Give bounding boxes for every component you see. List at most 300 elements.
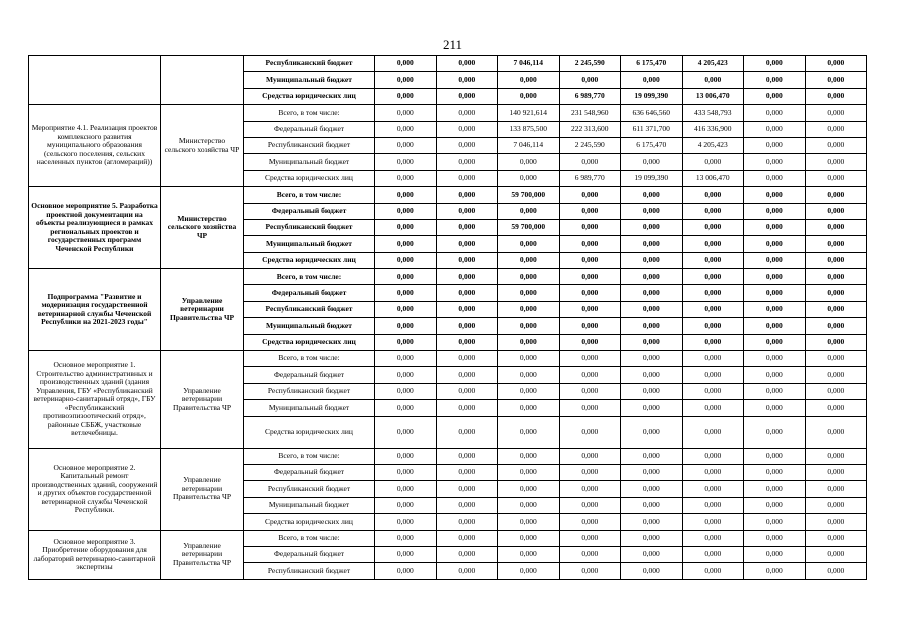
amount-cell: 0,000 (375, 514, 437, 530)
amount-cell: 0,000 (375, 121, 437, 137)
amount-cell: 0,000 (375, 416, 437, 448)
amount-cell: 0,000 (621, 546, 683, 562)
amount-cell: 0,000 (682, 497, 744, 513)
amount-cell: 0,000 (559, 203, 621, 219)
amount-cell: 0,000 (436, 285, 498, 301)
amount-cell: 0,000 (744, 252, 806, 268)
amount-cell: 0,000 (621, 72, 683, 88)
amount-cell: 0,000 (436, 219, 498, 235)
amount-cell: 0,000 (436, 105, 498, 121)
executor-cell: Управление ветеринарии Правительства ЧР (161, 530, 244, 579)
amount-cell: 140 921,614 (498, 105, 560, 121)
amount-cell: 0,000 (375, 448, 437, 464)
amount-cell: 0,000 (375, 170, 437, 186)
executor-cell (161, 56, 244, 105)
amount-cell: 0,000 (559, 514, 621, 530)
amount-cell: 0,000 (805, 187, 867, 203)
amount-cell: 0,000 (682, 464, 744, 480)
table-row (29, 269, 867, 285)
amount-cell: 0,000 (498, 530, 560, 546)
amount-cell: 0,000 (375, 481, 437, 497)
budget-table-body (29, 56, 867, 580)
amount-cell: 0,000 (436, 56, 498, 72)
amount-cell: 0,000 (744, 269, 806, 285)
amount-cell: 0,000 (805, 154, 867, 170)
amount-cell: 0,000 (559, 301, 621, 317)
amount-cell: 0,000 (375, 203, 437, 219)
funding-source-cell: Республиканский бюджет (244, 137, 375, 153)
amount-cell: 0,000 (375, 563, 437, 579)
amount-cell: 0,000 (436, 563, 498, 579)
amount-cell: 0,000 (498, 351, 560, 367)
amount-cell: 0,000 (682, 481, 744, 497)
amount-cell: 0,000 (375, 105, 437, 121)
amount-cell: 0,000 (498, 464, 560, 480)
amount-cell: 0,000 (621, 416, 683, 448)
amount-cell: 0,000 (744, 72, 806, 88)
measure-name-cell: Основное мероприятие 3. Приобретение оборудования для лабораторий ветеринарно-санитарной экспертизы (29, 530, 161, 579)
amount-cell: 0,000 (621, 252, 683, 268)
budget-table (28, 55, 867, 580)
measure-name-cell (29, 56, 161, 105)
amount-cell: 0,000 (559, 187, 621, 203)
amount-cell: 0,000 (559, 546, 621, 562)
amount-cell: 0,000 (498, 285, 560, 301)
amount-cell: 0,000 (436, 416, 498, 448)
amount-cell: 0,000 (744, 219, 806, 235)
amount-cell: 0,000 (436, 137, 498, 153)
amount-cell: 0,000 (682, 563, 744, 579)
amount-cell: 0,000 (498, 400, 560, 416)
amount-cell: 0,000 (682, 334, 744, 350)
funding-source-cell: Республиканский бюджет (244, 56, 375, 72)
amount-cell: 0,000 (805, 285, 867, 301)
amount-cell: 0,000 (682, 301, 744, 317)
amount-cell: 0,000 (436, 546, 498, 562)
amount-cell: 0,000 (805, 105, 867, 121)
amount-cell: 0,000 (805, 514, 867, 530)
funding-source-cell: Муниципальный бюджет (244, 72, 375, 88)
amount-cell: 0,000 (498, 203, 560, 219)
funding-source-cell: Средства юридических лиц (244, 170, 375, 186)
funding-source-cell: Муниципальный бюджет (244, 318, 375, 334)
amount-cell: 0,000 (436, 400, 498, 416)
amount-cell: 0,000 (805, 400, 867, 416)
executor-cell: Управление ветеринарии Правительства ЧР (161, 269, 244, 351)
amount-cell: 0,000 (744, 416, 806, 448)
amount-cell: 0,000 (436, 301, 498, 317)
amount-cell: 0,000 (559, 563, 621, 579)
amount-cell: 0,000 (805, 546, 867, 562)
amount-cell: 0,000 (559, 269, 621, 285)
amount-cell: 0,000 (375, 154, 437, 170)
amount-cell: 0,000 (621, 497, 683, 513)
table-row (29, 351, 867, 367)
amount-cell: 0,000 (559, 497, 621, 513)
amount-cell: 0,000 (559, 285, 621, 301)
amount-cell: 0,000 (621, 481, 683, 497)
amount-cell: 0,000 (621, 351, 683, 367)
amount-cell: 0,000 (744, 334, 806, 350)
amount-cell: 0,000 (436, 121, 498, 137)
amount-cell: 0,000 (621, 301, 683, 317)
amount-cell: 0,000 (805, 252, 867, 268)
amount-cell: 0,000 (621, 563, 683, 579)
amount-cell: 0,000 (805, 351, 867, 367)
amount-cell: 0,000 (436, 334, 498, 350)
amount-cell: 0,000 (375, 530, 437, 546)
amount-cell: 0,000 (436, 383, 498, 399)
amount-cell: 0,000 (498, 301, 560, 317)
table-row (29, 448, 867, 464)
amount-cell: 0,000 (436, 187, 498, 203)
amount-cell: 0,000 (436, 88, 498, 104)
amount-cell: 0,000 (559, 351, 621, 367)
amount-cell: 0,000 (375, 367, 437, 383)
amount-cell: 0,000 (744, 464, 806, 480)
amount-cell: 0,000 (375, 400, 437, 416)
amount-cell: 0,000 (621, 367, 683, 383)
amount-cell: 0,000 (744, 448, 806, 464)
amount-cell: 0,000 (682, 236, 744, 252)
measure-name-cell: Основное мероприятие 5. Разработка проектной документации на объекты реализующиеся в рамках региональных проектов и государственных программ Чеченской Республики (29, 187, 161, 269)
amount-cell: 0,000 (744, 514, 806, 530)
funding-source-cell: Федеральный бюджет (244, 367, 375, 383)
amount-cell: 133 875,500 (498, 121, 560, 137)
amount-cell: 0,000 (498, 383, 560, 399)
amount-cell: 636 646,560 (621, 105, 683, 121)
amount-cell: 0,000 (805, 219, 867, 235)
amount-cell: 0,000 (375, 72, 437, 88)
amount-cell: 0,000 (805, 383, 867, 399)
amount-cell: 0,000 (682, 514, 744, 530)
amount-cell: 0,000 (559, 219, 621, 235)
amount-cell: 416 336,900 (682, 121, 744, 137)
amount-cell: 0,000 (744, 301, 806, 317)
amount-cell: 0,000 (375, 219, 437, 235)
amount-cell: 0,000 (436, 252, 498, 268)
amount-cell: 0,000 (375, 318, 437, 334)
amount-cell: 0,000 (498, 72, 560, 88)
amount-cell: 0,000 (805, 416, 867, 448)
amount-cell: 0,000 (559, 383, 621, 399)
amount-cell: 6 175,470 (621, 137, 683, 153)
funding-source-cell: Муниципальный бюджет (244, 400, 375, 416)
measure-name-cell: Мероприятие 4.1. Реализация проектов комплексного развития муниципального образования (сельского поселения, сельских населенных пунктов (агломераций)) (29, 105, 161, 187)
amount-cell: 0,000 (375, 187, 437, 203)
amount-cell: 0,000 (621, 236, 683, 252)
executor-cell: Управление ветеринарии Правительства ЧР (161, 351, 244, 449)
amount-cell: 0,000 (805, 203, 867, 219)
amount-cell: 0,000 (805, 530, 867, 546)
amount-cell: 0,000 (805, 448, 867, 464)
amount-cell: 0,000 (805, 481, 867, 497)
amount-cell: 0,000 (805, 497, 867, 513)
amount-cell: 0,000 (682, 546, 744, 562)
amount-cell: 4 205,423 (682, 137, 744, 153)
amount-cell: 231 548,960 (559, 105, 621, 121)
amount-cell: 19 099,390 (621, 170, 683, 186)
funding-source-cell: Республиканский бюджет (244, 563, 375, 579)
amount-cell: 0,000 (436, 170, 498, 186)
measure-name-cell: Подпрограмма "Развитие и модернизация государственной ветеринарной службы Чеченской Республики на 2021-2023 годы" (29, 269, 161, 351)
amount-cell: 19 099,390 (621, 88, 683, 104)
amount-cell: 0,000 (744, 285, 806, 301)
amount-cell: 0,000 (375, 301, 437, 317)
amount-cell: 0,000 (682, 318, 744, 334)
amount-cell: 0,000 (498, 481, 560, 497)
measure-name-cell: Основное мероприятие 1. Строительство административных и производственных зданий (здания Управления, ГБУ «Республиканский ветеринарно-санитарный отряд», ГБУ «Республиканский противоэпизоотический отряд», районные СББЖ, участковые ветлечебницы. (29, 351, 161, 449)
amount-cell: 7 046,114 (498, 137, 560, 153)
amount-cell: 13 006,470 (682, 88, 744, 104)
amount-cell: 0,000 (375, 546, 437, 562)
amount-cell: 0,000 (375, 351, 437, 367)
funding-source-cell: Муниципальный бюджет (244, 154, 375, 170)
amount-cell: 0,000 (436, 351, 498, 367)
amount-cell: 2 245,590 (559, 137, 621, 153)
amount-cell: 13 006,470 (682, 170, 744, 186)
funding-source-cell: Федеральный бюджет (244, 285, 375, 301)
funding-source-cell: Республиканский бюджет (244, 301, 375, 317)
amount-cell: 0,000 (621, 334, 683, 350)
funding-source-cell: Федеральный бюджет (244, 464, 375, 480)
amount-cell: 0,000 (498, 563, 560, 579)
amount-cell: 0,000 (744, 88, 806, 104)
amount-cell: 0,000 (805, 121, 867, 137)
funding-source-cell: Республиканский бюджет (244, 383, 375, 399)
amount-cell: 0,000 (805, 72, 867, 88)
amount-cell: 0,000 (744, 170, 806, 186)
amount-cell: 0,000 (559, 416, 621, 448)
funding-source-cell: Федеральный бюджет (244, 546, 375, 562)
amount-cell: 59 700,000 (498, 219, 560, 235)
funding-source-cell: Муниципальный бюджет (244, 236, 375, 252)
amount-cell: 0,000 (744, 400, 806, 416)
amount-cell: 0,000 (375, 236, 437, 252)
amount-cell: 0,000 (436, 269, 498, 285)
amount-cell: 0,000 (498, 252, 560, 268)
amount-cell: 0,000 (682, 400, 744, 416)
amount-cell: 0,000 (744, 318, 806, 334)
amount-cell: 0,000 (805, 367, 867, 383)
amount-cell: 0,000 (744, 154, 806, 170)
amount-cell: 0,000 (498, 170, 560, 186)
funding-source-cell: Средства юридических лиц (244, 416, 375, 448)
amount-cell: 0,000 (682, 219, 744, 235)
amount-cell: 0,000 (498, 318, 560, 334)
amount-cell: 0,000 (498, 154, 560, 170)
funding-source-cell: Всего, в том числе: (244, 187, 375, 203)
amount-cell: 0,000 (805, 334, 867, 350)
amount-cell: 0,000 (436, 236, 498, 252)
amount-cell: 0,000 (682, 351, 744, 367)
amount-cell: 0,000 (559, 252, 621, 268)
amount-cell: 0,000 (436, 464, 498, 480)
amount-cell: 222 313,600 (559, 121, 621, 137)
funding-source-cell: Средства юридических лиц (244, 252, 375, 268)
amount-cell: 0,000 (744, 546, 806, 562)
amount-cell: 0,000 (375, 497, 437, 513)
funding-source-cell: Всего, в том числе: (244, 269, 375, 285)
amount-cell: 4 205,423 (682, 56, 744, 72)
amount-cell: 0,000 (682, 367, 744, 383)
amount-cell: 0,000 (744, 121, 806, 137)
amount-cell: 0,000 (744, 481, 806, 497)
amount-cell: 0,000 (436, 318, 498, 334)
amount-cell: 0,000 (559, 464, 621, 480)
amount-cell: 0,000 (559, 400, 621, 416)
amount-cell: 433 548,793 (682, 105, 744, 121)
amount-cell: 0,000 (436, 448, 498, 464)
amount-cell: 0,000 (436, 367, 498, 383)
amount-cell: 0,000 (375, 285, 437, 301)
amount-cell: 0,000 (436, 154, 498, 170)
table-row (29, 56, 867, 72)
amount-cell: 0,000 (375, 88, 437, 104)
amount-cell: 0,000 (621, 400, 683, 416)
amount-cell: 0,000 (744, 367, 806, 383)
amount-cell: 59 700,000 (498, 187, 560, 203)
funding-source-cell: Средства юридических лиц (244, 514, 375, 530)
amount-cell: 0,000 (805, 318, 867, 334)
amount-cell: 0,000 (744, 383, 806, 399)
amount-cell: 0,000 (682, 530, 744, 546)
amount-cell: 0,000 (744, 56, 806, 72)
amount-cell: 0,000 (805, 563, 867, 579)
amount-cell: 0,000 (375, 383, 437, 399)
amount-cell: 0,000 (375, 334, 437, 350)
amount-cell: 0,000 (682, 203, 744, 219)
amount-cell: 0,000 (375, 56, 437, 72)
amount-cell: 0,000 (436, 72, 498, 88)
amount-cell: 0,000 (744, 351, 806, 367)
amount-cell: 0,000 (498, 416, 560, 448)
amount-cell: 0,000 (744, 187, 806, 203)
amount-cell: 0,000 (498, 334, 560, 350)
amount-cell: 6 175,470 (621, 56, 683, 72)
amount-cell: 0,000 (805, 56, 867, 72)
amount-cell: 0,000 (805, 88, 867, 104)
funding-source-cell: Средства юридических лиц (244, 88, 375, 104)
amount-cell: 0,000 (621, 530, 683, 546)
funding-source-cell: Федеральный бюджет (244, 121, 375, 137)
table-row (29, 187, 867, 203)
executor-cell: Министерство сельского хозяйства ЧР (161, 105, 244, 187)
amount-cell: 0,000 (682, 252, 744, 268)
amount-cell: 0,000 (498, 236, 560, 252)
amount-cell: 0,000 (682, 383, 744, 399)
amount-cell: 0,000 (682, 154, 744, 170)
amount-cell: 0,000 (375, 464, 437, 480)
amount-cell: 0,000 (682, 269, 744, 285)
amount-cell: 0,000 (559, 318, 621, 334)
funding-source-cell: Всего, в том числе: (244, 530, 375, 546)
amount-cell: 0,000 (436, 203, 498, 219)
amount-cell: 0,000 (621, 514, 683, 530)
amount-cell: 0,000 (621, 154, 683, 170)
amount-cell: 0,000 (744, 236, 806, 252)
amount-cell: 0,000 (621, 219, 683, 235)
amount-cell: 611 371,700 (621, 121, 683, 137)
amount-cell: 6 989,770 (559, 170, 621, 186)
amount-cell: 0,000 (436, 481, 498, 497)
amount-cell: 7 046,114 (498, 56, 560, 72)
amount-cell: 0,000 (744, 203, 806, 219)
amount-cell: 0,000 (498, 497, 560, 513)
amount-cell: 0,000 (805, 137, 867, 153)
funding-source-cell: Республиканский бюджет (244, 219, 375, 235)
amount-cell: 0,000 (621, 318, 683, 334)
amount-cell: 0,000 (621, 448, 683, 464)
amount-cell: 0,000 (436, 514, 498, 530)
amount-cell: 0,000 (621, 464, 683, 480)
amount-cell: 0,000 (436, 530, 498, 546)
amount-cell: 0,000 (559, 367, 621, 383)
executor-cell: Управление ветеринарии Правительства ЧР (161, 448, 244, 530)
funding-source-cell: Всего, в том числе: (244, 351, 375, 367)
amount-cell: 0,000 (375, 269, 437, 285)
amount-cell: 0,000 (621, 269, 683, 285)
amount-cell: 0,000 (621, 383, 683, 399)
executor-cell: Министерство сельского хозяйства ЧР (161, 187, 244, 269)
amount-cell: 0,000 (805, 269, 867, 285)
amount-cell: 6 989,770 (559, 88, 621, 104)
funding-source-cell: Муниципальный бюджет (244, 497, 375, 513)
amount-cell: 0,000 (621, 285, 683, 301)
amount-cell: 0,000 (744, 530, 806, 546)
amount-cell: 0,000 (375, 137, 437, 153)
amount-cell: 0,000 (682, 72, 744, 88)
amount-cell: 0,000 (559, 236, 621, 252)
amount-cell: 0,000 (805, 301, 867, 317)
funding-source-cell: Всего, в том числе: (244, 105, 375, 121)
funding-source-cell: Средства юридических лиц (244, 334, 375, 350)
amount-cell: 0,000 (805, 170, 867, 186)
funding-source-cell: Всего, в том числе: (244, 448, 375, 464)
amount-cell: 0,000 (498, 269, 560, 285)
amount-cell: 0,000 (805, 236, 867, 252)
amount-cell: 0,000 (744, 105, 806, 121)
table-row (29, 530, 867, 546)
measure-name-cell: Основное мероприятие 2. Капитальный ремонт производственных зданий, сооружений и других объектов государственной ветеринарной службы Чеченской Республики. (29, 448, 161, 530)
amount-cell: 0,000 (559, 334, 621, 350)
amount-cell: 0,000 (559, 530, 621, 546)
amount-cell: 0,000 (744, 563, 806, 579)
amount-cell: 0,000 (559, 481, 621, 497)
amount-cell: 0,000 (744, 497, 806, 513)
funding-source-cell: Республиканский бюджет (244, 481, 375, 497)
amount-cell: 0,000 (682, 416, 744, 448)
amount-cell: 0,000 (498, 88, 560, 104)
amount-cell: 2 245,590 (559, 56, 621, 72)
amount-cell: 0,000 (498, 367, 560, 383)
funding-source-cell: Федеральный бюджет (244, 203, 375, 219)
amount-cell: 0,000 (375, 252, 437, 268)
amount-cell: 0,000 (436, 497, 498, 513)
amount-cell: 0,000 (498, 448, 560, 464)
amount-cell: 0,000 (805, 464, 867, 480)
amount-cell: 0,000 (559, 448, 621, 464)
page-number: 211 (442, 37, 463, 52)
amount-cell: 0,000 (682, 285, 744, 301)
amount-cell: 0,000 (744, 137, 806, 153)
amount-cell: 0,000 (621, 203, 683, 219)
amount-cell: 0,000 (621, 187, 683, 203)
table-row (29, 105, 867, 121)
amount-cell: 0,000 (559, 154, 621, 170)
amount-cell: 0,000 (682, 187, 744, 203)
amount-cell: 0,000 (498, 514, 560, 530)
